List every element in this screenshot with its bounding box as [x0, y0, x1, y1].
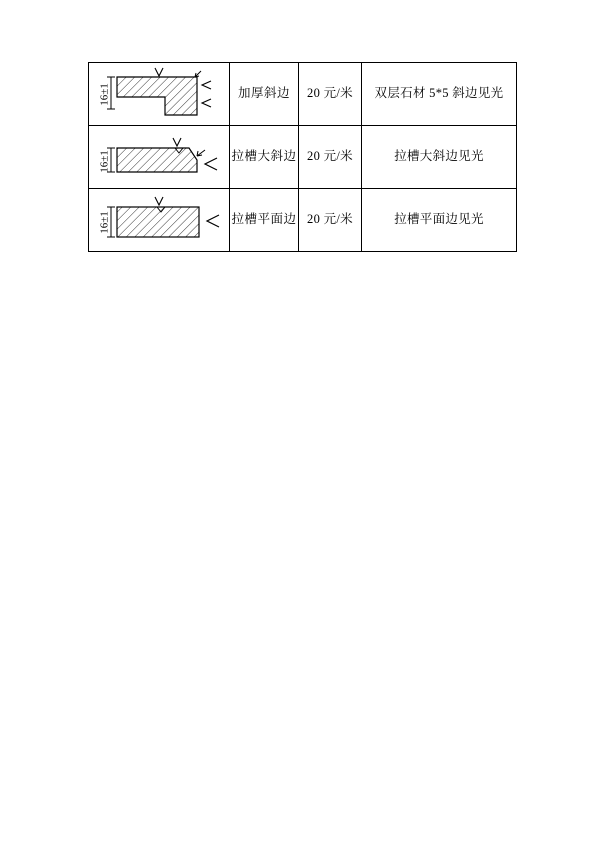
table-row [89, 126, 517, 189]
edge-name: 拉槽大斜边 [230, 126, 299, 189]
thickened-bevel-edge-diagram [89, 63, 229, 125]
figure-cell [89, 189, 230, 252]
table-row [89, 189, 517, 252]
grooved-flat-edge-diagram [89, 189, 229, 251]
stone-edge-spec-table [88, 62, 517, 252]
grooved-large-bevel-edge-diagram [89, 126, 229, 188]
edge-description: 双层石材 5*5 斜边见光 [362, 63, 517, 126]
dimension-label: 16±1 [98, 150, 111, 173]
dimension-label: 16±1 [98, 83, 111, 106]
edge-name: 拉槽平面边 [230, 189, 299, 252]
figure-cell [89, 126, 230, 189]
figure-cell [89, 63, 230, 126]
dimension-label: 16±1 [98, 211, 111, 234]
edge-description: 拉槽大斜边见光 [362, 126, 517, 189]
table-row [89, 63, 517, 126]
edge-price: 20 元/米 [299, 126, 362, 189]
edge-price: 20 元/米 [299, 63, 362, 126]
edge-name: 加厚斜边 [230, 63, 299, 126]
edge-description: 拉槽平面边见光 [362, 189, 517, 252]
edge-price: 20 元/米 [299, 189, 362, 252]
